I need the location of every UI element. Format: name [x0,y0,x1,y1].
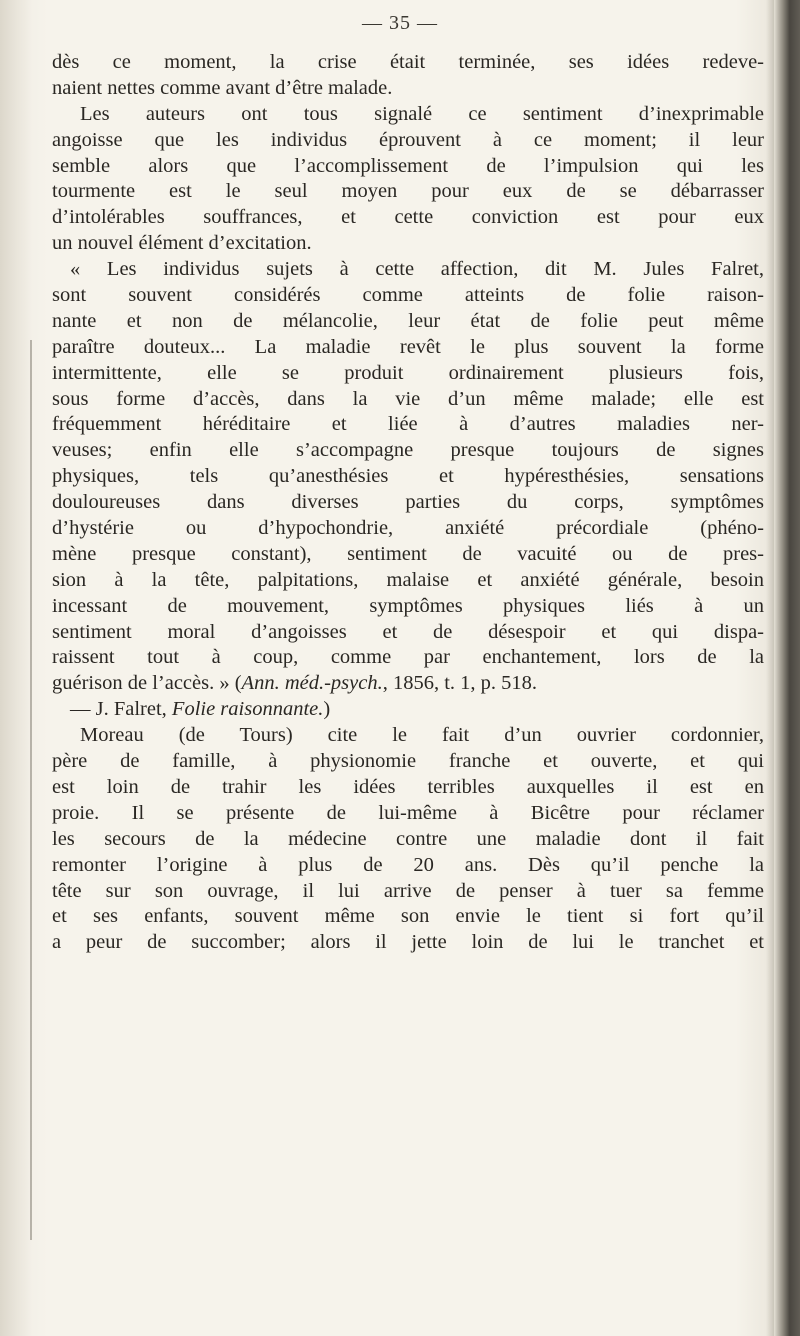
text-line: sentiment moral d’angoisses et de désespoir et qui dispa- [52,620,764,643]
text-line: d’intolérables souffrances, et cette conviction est pour eux [52,206,764,229]
text-line: fréquemment héréditaire et liée à d’autres maladies ner- [52,413,764,436]
citation-journal: Ann. méd.-psych. [241,672,383,695]
text-line: paraître douteux... La maladie revêt le plus souvent la forme [52,335,764,358]
citation-close: ) [323,698,331,721]
book-edge [774,0,800,1336]
page-number: — 35 — [362,12,438,34]
text-line: dès ce moment, la crise était terminée, ses idées redeve- [52,51,764,73]
page-gutter [0,0,32,1336]
text-line: proie. Il se présente de lui-même à Bicêtre pour réclamer [52,801,764,824]
text-line: naient nettes comme avant d’être malade. [52,76,393,99]
text-line: mène presque constant), sentiment de vacuité ou de pres- [52,542,764,565]
text-line: semble alors que l’accomplissement de l’impulsion qui les [52,154,764,177]
citation-open: guérison de l’accès. » ( [52,672,242,695]
text-line: Les auteurs ont tous signalé ce sentiment d’inexprimable [80,102,764,125]
text-line: est loin de trahir les idées terribles auxquelles il est en [52,775,764,798]
text-line: raissent tout à coup, comme par enchantement, lors de la [52,646,764,669]
text-line: veuses; enfin elle s’accompagne presque toujours de signes [52,439,764,462]
binding-shadow [30,340,32,1240]
text-line: sous forme d’accès, dans la vie d’un même malade; elle est [52,387,764,410]
text-line: intermittente, elle se produit ordinairement plusieurs fois, [52,361,764,384]
text-line: un nouvel élément d’excitation. [52,232,312,255]
text-line: sont souvent considérés comme atteints de folie raison- [52,284,764,307]
text-line-citation [52,671,764,697]
text-line: a peur de succomber; alors il jette loin de lui le tranchet et [52,931,764,954]
text-line: sion à la tête, palpitations, malaise et anxiété générale, besoin [52,568,764,591]
text-line: et ses enfants, souvent même son envie le tient si fort qu’il [52,905,764,928]
text-line: remonter l’origine à plus de 20 ans. Dès qu’il penche la [52,853,764,876]
text-line: « Les individus sujets à cette affection, dit M. Jules Falret, [70,258,764,281]
text-line-citation [52,697,764,723]
text-line: tourmente est le seul moyen pour eux de se débarrasser [52,180,764,203]
text-line: père de famille, à physionomie franche et ouverte, et qui [52,750,764,773]
citation-work: Folie raisonnante. [171,698,324,721]
text-line: d’hystérie ou d’hypochondrie, anxiété précordiale (phéno- [52,517,764,540]
citation-ref: , 1856, t. 1, p. 518. [382,672,538,695]
text-line: les secours de la médecine contre une maladie dont il fait [52,827,764,850]
text-line: nante et non de mélancolie, leur état de folie peut même [52,309,764,332]
text-line: physiques, tels qu’anesthésies et hypéresthésies, sensations [52,465,764,488]
body-text [52,50,764,956]
text-line: angoisse que les individus éprouvent à ce moment; il leur [52,128,764,151]
text-line: tête sur son ouvrage, il lui arrive de penser à tuer sa femme [52,879,764,902]
text-line: douloureuses dans diverses parties du corps, symptômes [52,491,764,514]
text-line: Moreau (de Tours) cite le fait d’un ouvrier cordonnier, [80,724,764,747]
citation-author: — J. Falret, [70,698,172,721]
text-line: incessant de mouvement, symptômes physiques liés à un [52,594,764,617]
page-edge-shadow [766,0,774,1336]
